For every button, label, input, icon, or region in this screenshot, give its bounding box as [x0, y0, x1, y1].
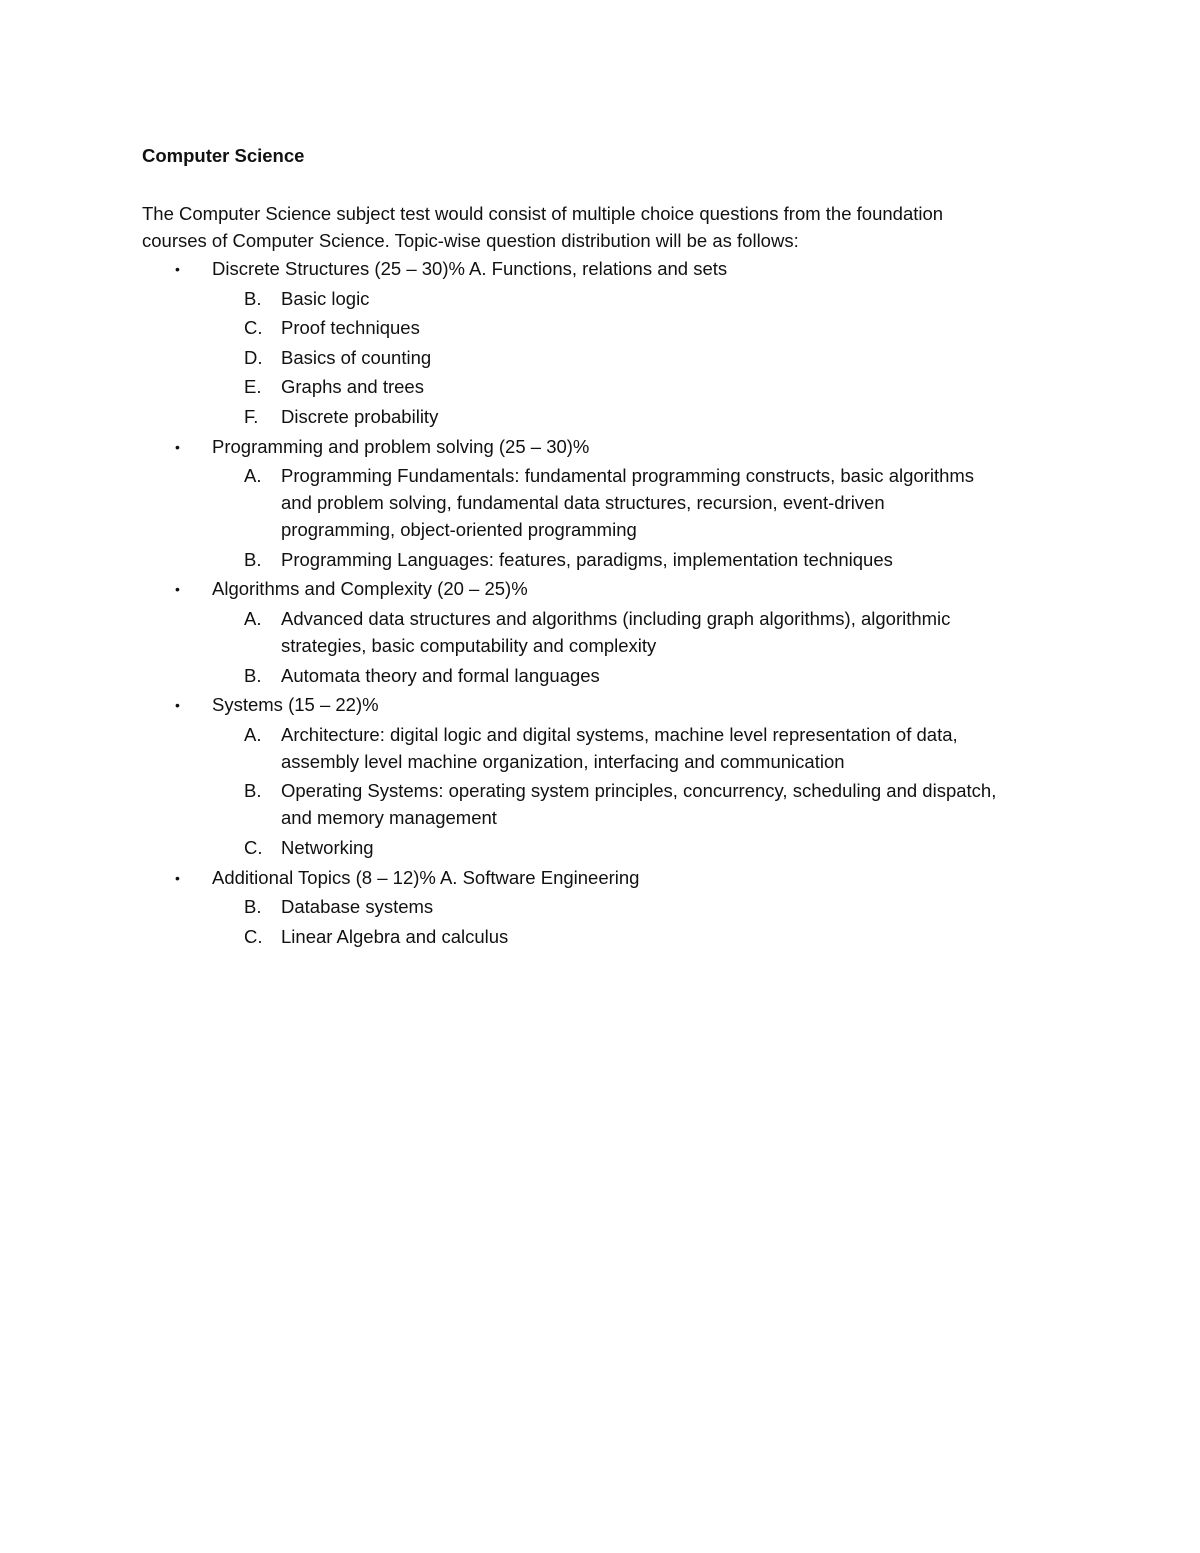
item-text: Database systems	[281, 896, 434, 918]
item-letter: B.	[244, 548, 262, 570]
bullet-icon: •	[175, 261, 180, 277]
topic-heading: Discrete Structures (25 – 30)% A. Functions, relations and sets	[212, 258, 728, 279]
topic-heading: Programming and problem solving (25 – 30)%	[212, 435, 590, 457]
topic-heading: Algorithms and Complexity (20 – 25)%	[212, 578, 528, 600]
item-text: Advanced data structures and algorithms (including graph algorithms), algorithmic	[281, 608, 951, 629]
document-title: Computer Science	[142, 145, 305, 166]
intro-line: The Computer Science subject test would consist of multiple choice questions from the foundation	[142, 203, 944, 224]
item-letter: D.	[244, 346, 263, 368]
item-text: Networking	[281, 837, 374, 858]
item-text: Discrete probability	[281, 406, 439, 427]
item-letter: C.	[244, 925, 263, 947]
item-text: Operating Systems: operating system principles, concurrency, scheduling and dispatch,	[281, 780, 997, 802]
item-letter: F.	[244, 406, 259, 427]
bullet-icon: •	[175, 438, 180, 455]
item-text: and memory management	[281, 807, 497, 829]
item-text: Proof techniques	[281, 317, 420, 339]
topic-heading: Systems (15 – 22)%	[212, 694, 379, 716]
intro-line: courses of Computer Science. Topic-wise question distribution will be as follows:	[142, 230, 799, 251]
item-letter: A.	[244, 723, 262, 745]
item-text: Linear Algebra and calculus	[281, 925, 509, 947]
item-text: Graphs and trees	[281, 376, 424, 398]
item-text: Basics of counting	[281, 346, 432, 368]
item-text: Programming Fundamentals: fundamental programming constructs, basic algorithms	[281, 465, 975, 487]
bullet-icon: •	[175, 697, 180, 714]
item-letter: C.	[244, 317, 263, 339]
item-text: assembly level machine organization, interfacing and communication	[281, 750, 845, 772]
item-text: Automata theory and formal languages	[281, 664, 600, 686]
item-text: and problem solving, fundamental data structures, recursion, event-driven	[281, 492, 885, 514]
item-letter: C.	[244, 837, 263, 858]
item-letter: B.	[244, 287, 262, 309]
item-text: Programming Languages: features, paradigms, implementation techniques	[281, 548, 893, 570]
intro-paragraph	[142, 200, 1042, 254]
item-letter: B.	[244, 664, 262, 686]
item-text: Basic logic	[281, 287, 370, 309]
item-letter: B.	[244, 780, 262, 802]
item-text: Architecture: digital logic and digital systems, machine level representation of data,	[281, 723, 958, 745]
item-text: programming, object-oriented programming	[281, 519, 637, 541]
item-text: strategies, basic computability and complexity	[281, 635, 657, 656]
item-letter: E.	[244, 376, 262, 398]
topic-heading: Additional Topics (8 – 12)% A. Software Engineering	[212, 866, 640, 888]
item-letter: A.	[244, 465, 262, 487]
item-letter: B.	[244, 896, 262, 918]
item-letter: A.	[244, 608, 262, 629]
bullet-icon: •	[175, 581, 180, 598]
bullet-icon: •	[175, 869, 180, 886]
